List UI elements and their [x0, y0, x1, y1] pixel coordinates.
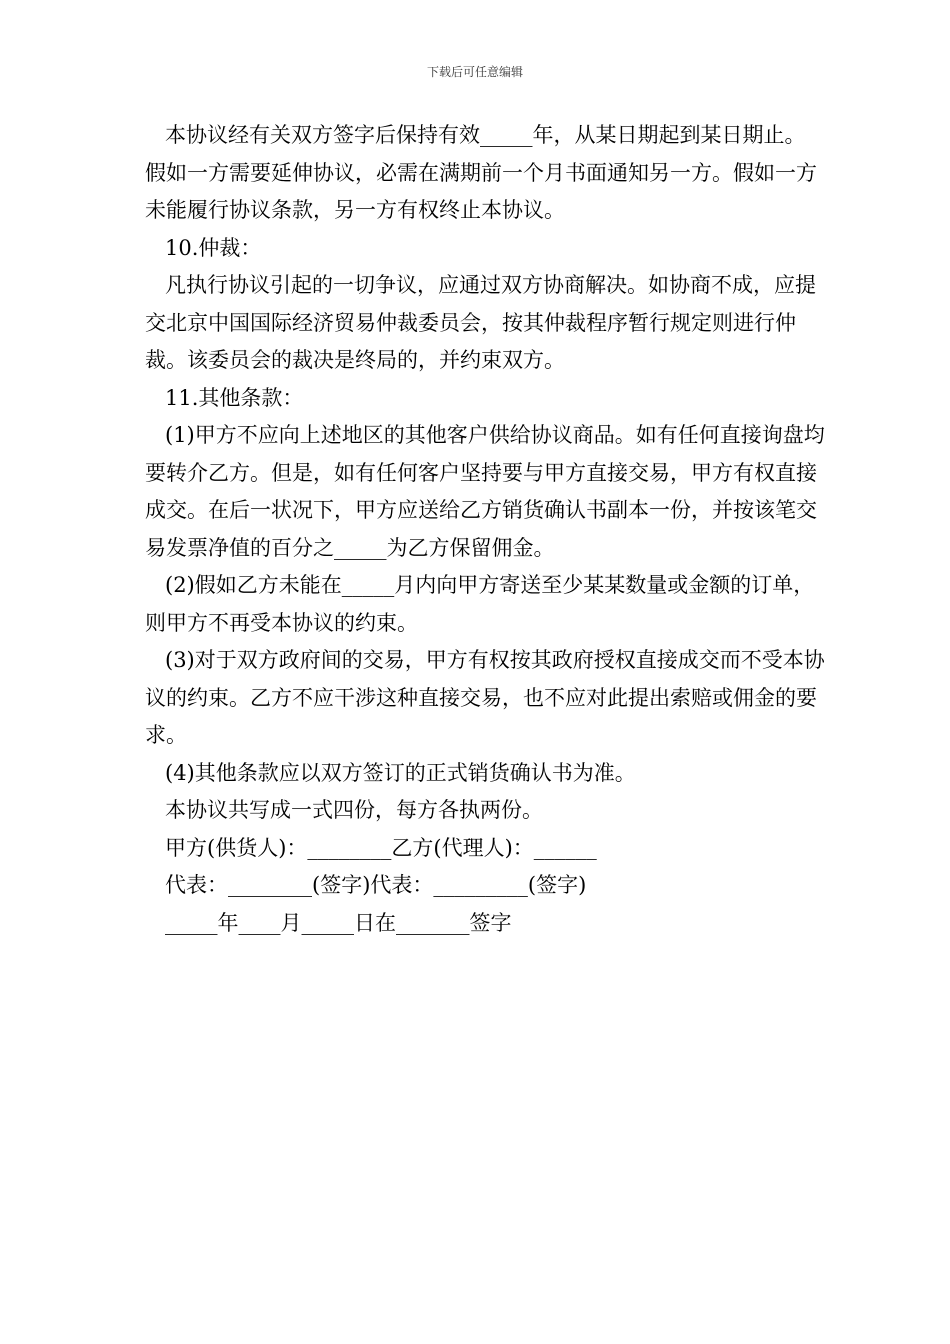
- clause-4-paragraph: (4)其他条款应以双方签订的正式销货确认书为准。: [165, 760, 636, 785]
- validity-paragraph: 本协议经有关双方签字后保持有效_____年，从某日期起到某日期止。假如一方需要延伸协议，必需在满期前一个月书面通知另一方。假如一方未能履行协议条款，另一方有权终止本协议。: [145, 123, 817, 222]
- arbitration-paragraph: 凡执行协议引起的一切争议，应通过双方协商解决。如协商不成，应提交北京中国国际经济贸易仲裁委员会，按其仲裁程序暂行规定则进行仲裁。该委员会的裁决是终局的，并约束双方。: [145, 273, 816, 372]
- clause-3-paragraph: (3)对于双方政府间的交易，甲方有权按其政府授权直接成交而不受本协议的约束。乙方不应干涉这种直接交易，也不应对此提出索赔或佣金的要求。: [145, 648, 825, 747]
- other-terms-heading: 11.其他条款：: [165, 385, 304, 410]
- document-body: [145, 117, 825, 942]
- clause-2-paragraph: (2)假如乙方未能在_____月内向甲方寄送至少某某数量或金额的订单，则甲方不再受本协议的约束。: [145, 573, 815, 635]
- parties-line: 甲方(供货人)：________乙方(代理人)：______: [165, 835, 597, 860]
- page-header: 下载后可任意编辑: [426, 65, 523, 79]
- arbitration-heading: 10.仲裁：: [165, 235, 262, 260]
- date-signature-line: _____年____月_____日在_______签字: [165, 910, 512, 935]
- copies-paragraph: 本协议共写成一式四份，每方各执两份。: [165, 798, 543, 822]
- clause-1-paragraph: (1)甲方不应向上述地区的其他客户供给协议商品。如有任何直接询盘均要转介乙方。但是，如有任何客户坚持要与甲方直接交易，甲方有权直接成交。在后一状况下，甲方应送给乙方销货确认书副本一份，并按该笔交易发票净值的百分之_____为乙方保留佣金。: [145, 423, 825, 560]
- representatives-line: 代表：________(签字)代表：_________(签字): [165, 873, 587, 897]
